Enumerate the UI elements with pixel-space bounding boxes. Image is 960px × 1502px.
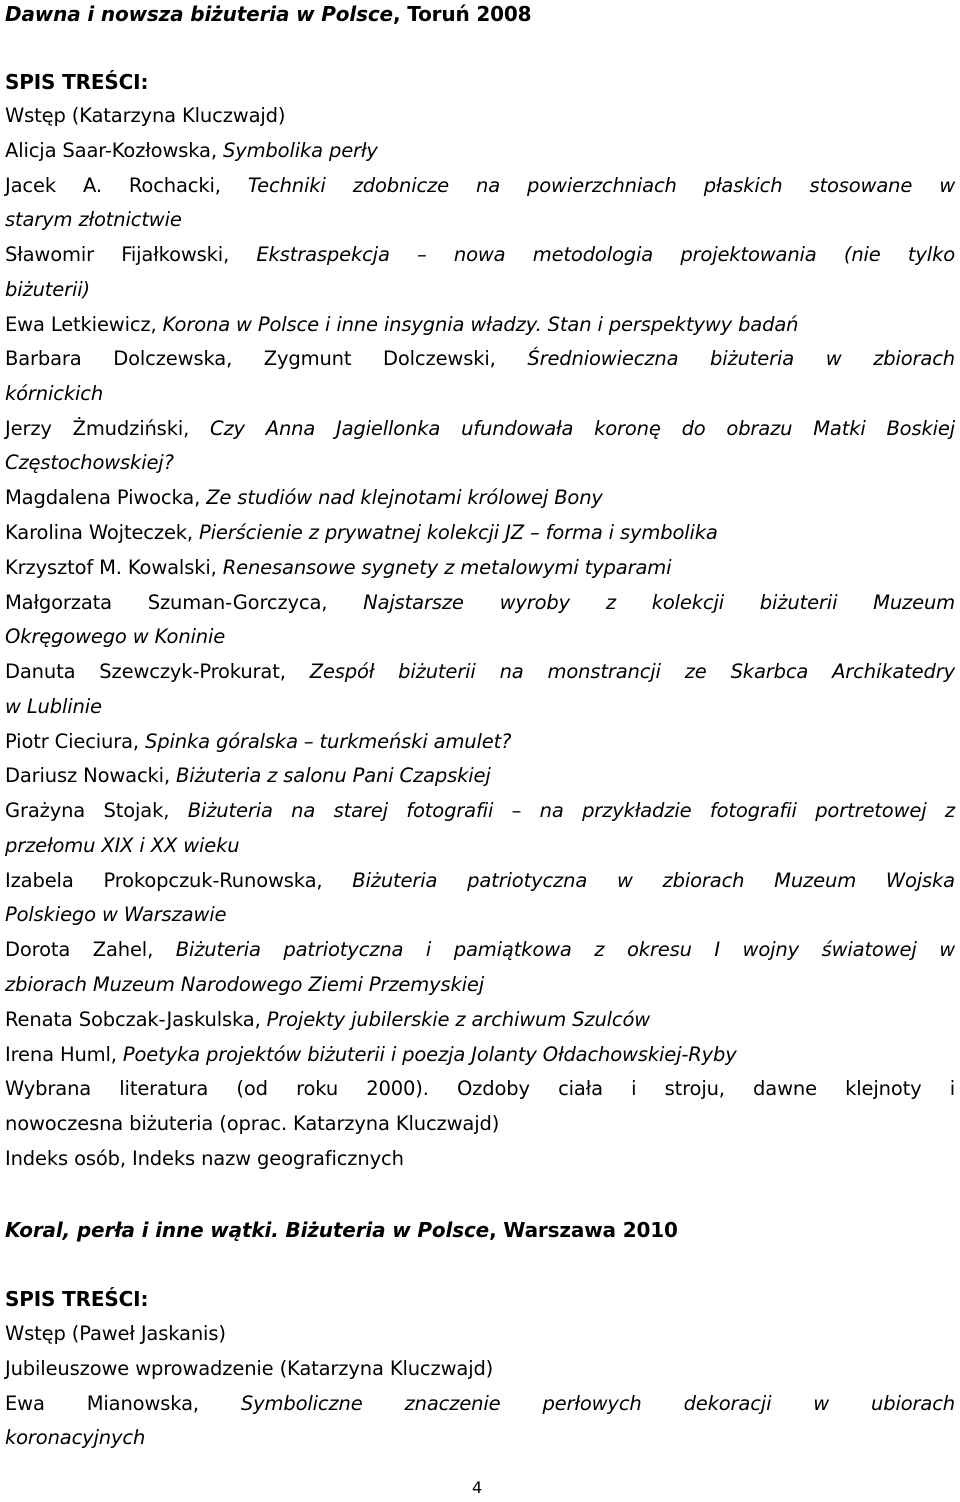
toc-entry: Dariusz Nowacki, Biżuteria z salonu Pani Czapskiej [5, 764, 491, 787]
toc-entry: Polskiego w Warszawie [5, 903, 227, 926]
toc-entry: Danuta Szewczyk-Prokurat, Zespół biżuterii na monstrancji ze Skarbca Archikatedry [5, 660, 955, 683]
toc-entry: Wstęp (Paweł Jaskanis) [5, 1322, 226, 1345]
toc-entry: Ewa Letkiewicz, Korona w Polsce i inne insygnia władzy. Stan i perspektywy badań [5, 313, 799, 336]
toc-entry: Małgorzata Szuman-Gorczyca, Najstarsze wyroby z kolekcji biżuterii Muzeum [5, 591, 956, 614]
toc-entry: Dorota Zahel, Biżuteria patriotyczna i pamiątkowa z okresu I wojny światowej w [5, 938, 956, 961]
toc-entry: koronacyjnych [5, 1426, 146, 1449]
section2-title [5, 1216, 955, 1244]
section2-title-rest: , Warszawa 2010 [489, 1218, 678, 1242]
toc-entry: Jerzy Żmudziński, Czy Anna Jagiellonka ufundowała koronę do obrazu Matki Boskiej [5, 417, 955, 440]
toc-entry: Renata Sobczak-Jaskulska, Projekty jubilerskie z archiwum Szulców [5, 1008, 651, 1031]
toc-entry: Irena Huml, Poetyka projektów biżuterii i poezja Jolanty Ołdachowskiej-Ryby [5, 1043, 737, 1066]
toc-entry: Indeks osób, Indeks nazw geograficznych [5, 1147, 404, 1170]
toc-entry: Karolina Wojteczek, Pierścienie z prywatnej kolekcji JZ – forma i symbolika [5, 521, 718, 544]
toc-entry: Izabela Prokopczuk-Runowska, Biżuteria patriotyczna w zbiorach Muzeum Wojska [5, 869, 955, 892]
section1-title [5, 0, 955, 28]
toc-entry: w Lublinie [5, 695, 102, 718]
toc-entry: zbiorach Muzeum Narodowego Ziemi Przemyskiej [5, 973, 485, 996]
page-number: 4 [472, 1478, 483, 1497]
toc-entry: Okręgowego w Koninie [5, 625, 226, 648]
toc-entry: Jacek A. Rochacki, Techniki zdobnicze na powierzchniach płaskich stosowane w [5, 174, 955, 197]
toc-entry: Piotr Cieciura, Spinka góralska – turkmeński amulet? [5, 730, 512, 753]
toc-entry: Sławomir Fijałkowski, Ekstraspekcja – nowa metodologia projektowania (nie tylko [5, 243, 955, 266]
section1-title-rest: , Toruń 2008 [392, 2, 532, 26]
section1-toc-heading: SPIS TREŚCI: [5, 70, 149, 94]
toc-entry: Krzysztof M. Kowalski, Renesansowe sygnety z metalowymi typarami [5, 556, 672, 579]
toc-entry: kórnickich [5, 382, 104, 405]
toc-entry: Magdalena Piwocka, Ze studiów nad klejnotami królowej Bony [5, 486, 603, 509]
toc-entry: Wybrana literatura (od roku 2000). Ozdoby ciała i stroju, dawne klejnoty i [5, 1077, 955, 1100]
toc-entry: przełomu XIX i XX wieku [5, 834, 240, 857]
toc-entry: Alicja Saar-Kozłowska, Symbolika perły [5, 139, 378, 162]
section2-title-italic: Koral, perła i inne wątki. Biżuteria w Polsce [5, 1218, 490, 1242]
section2-toc-heading: SPIS TREŚCI: [5, 1287, 149, 1311]
toc-entry: Wstęp (Katarzyna Kluczwajd) [5, 104, 286, 127]
toc-entry: Ewa Mianowska, Symboliczne znaczenie perłowych dekoracji w ubiorach [5, 1392, 955, 1415]
toc-entry: Częstochowskiej? [5, 451, 174, 474]
toc-entry: Grażyna Stojak, Biżuteria na starej fotografii – na przykładzie fotografii portretowej z [5, 799, 955, 822]
toc-entry: biżuterii) [5, 278, 90, 301]
toc-entry: starym złotnictwie [5, 208, 182, 231]
toc-entry: Barbara Dolczewska, Zygmunt Dolczewski, Średniowieczna biżuteria w zbiorach [5, 347, 955, 370]
section1-title-italic: Dawna i nowsza biżuteria w Polsce [5, 2, 393, 26]
toc-entry: nowoczesna biżuteria (oprac. Katarzyna Kluczwajd) [5, 1112, 500, 1135]
toc-entry: Jubileuszowe wprowadzenie (Katarzyna Kluczwajd) [5, 1357, 494, 1380]
